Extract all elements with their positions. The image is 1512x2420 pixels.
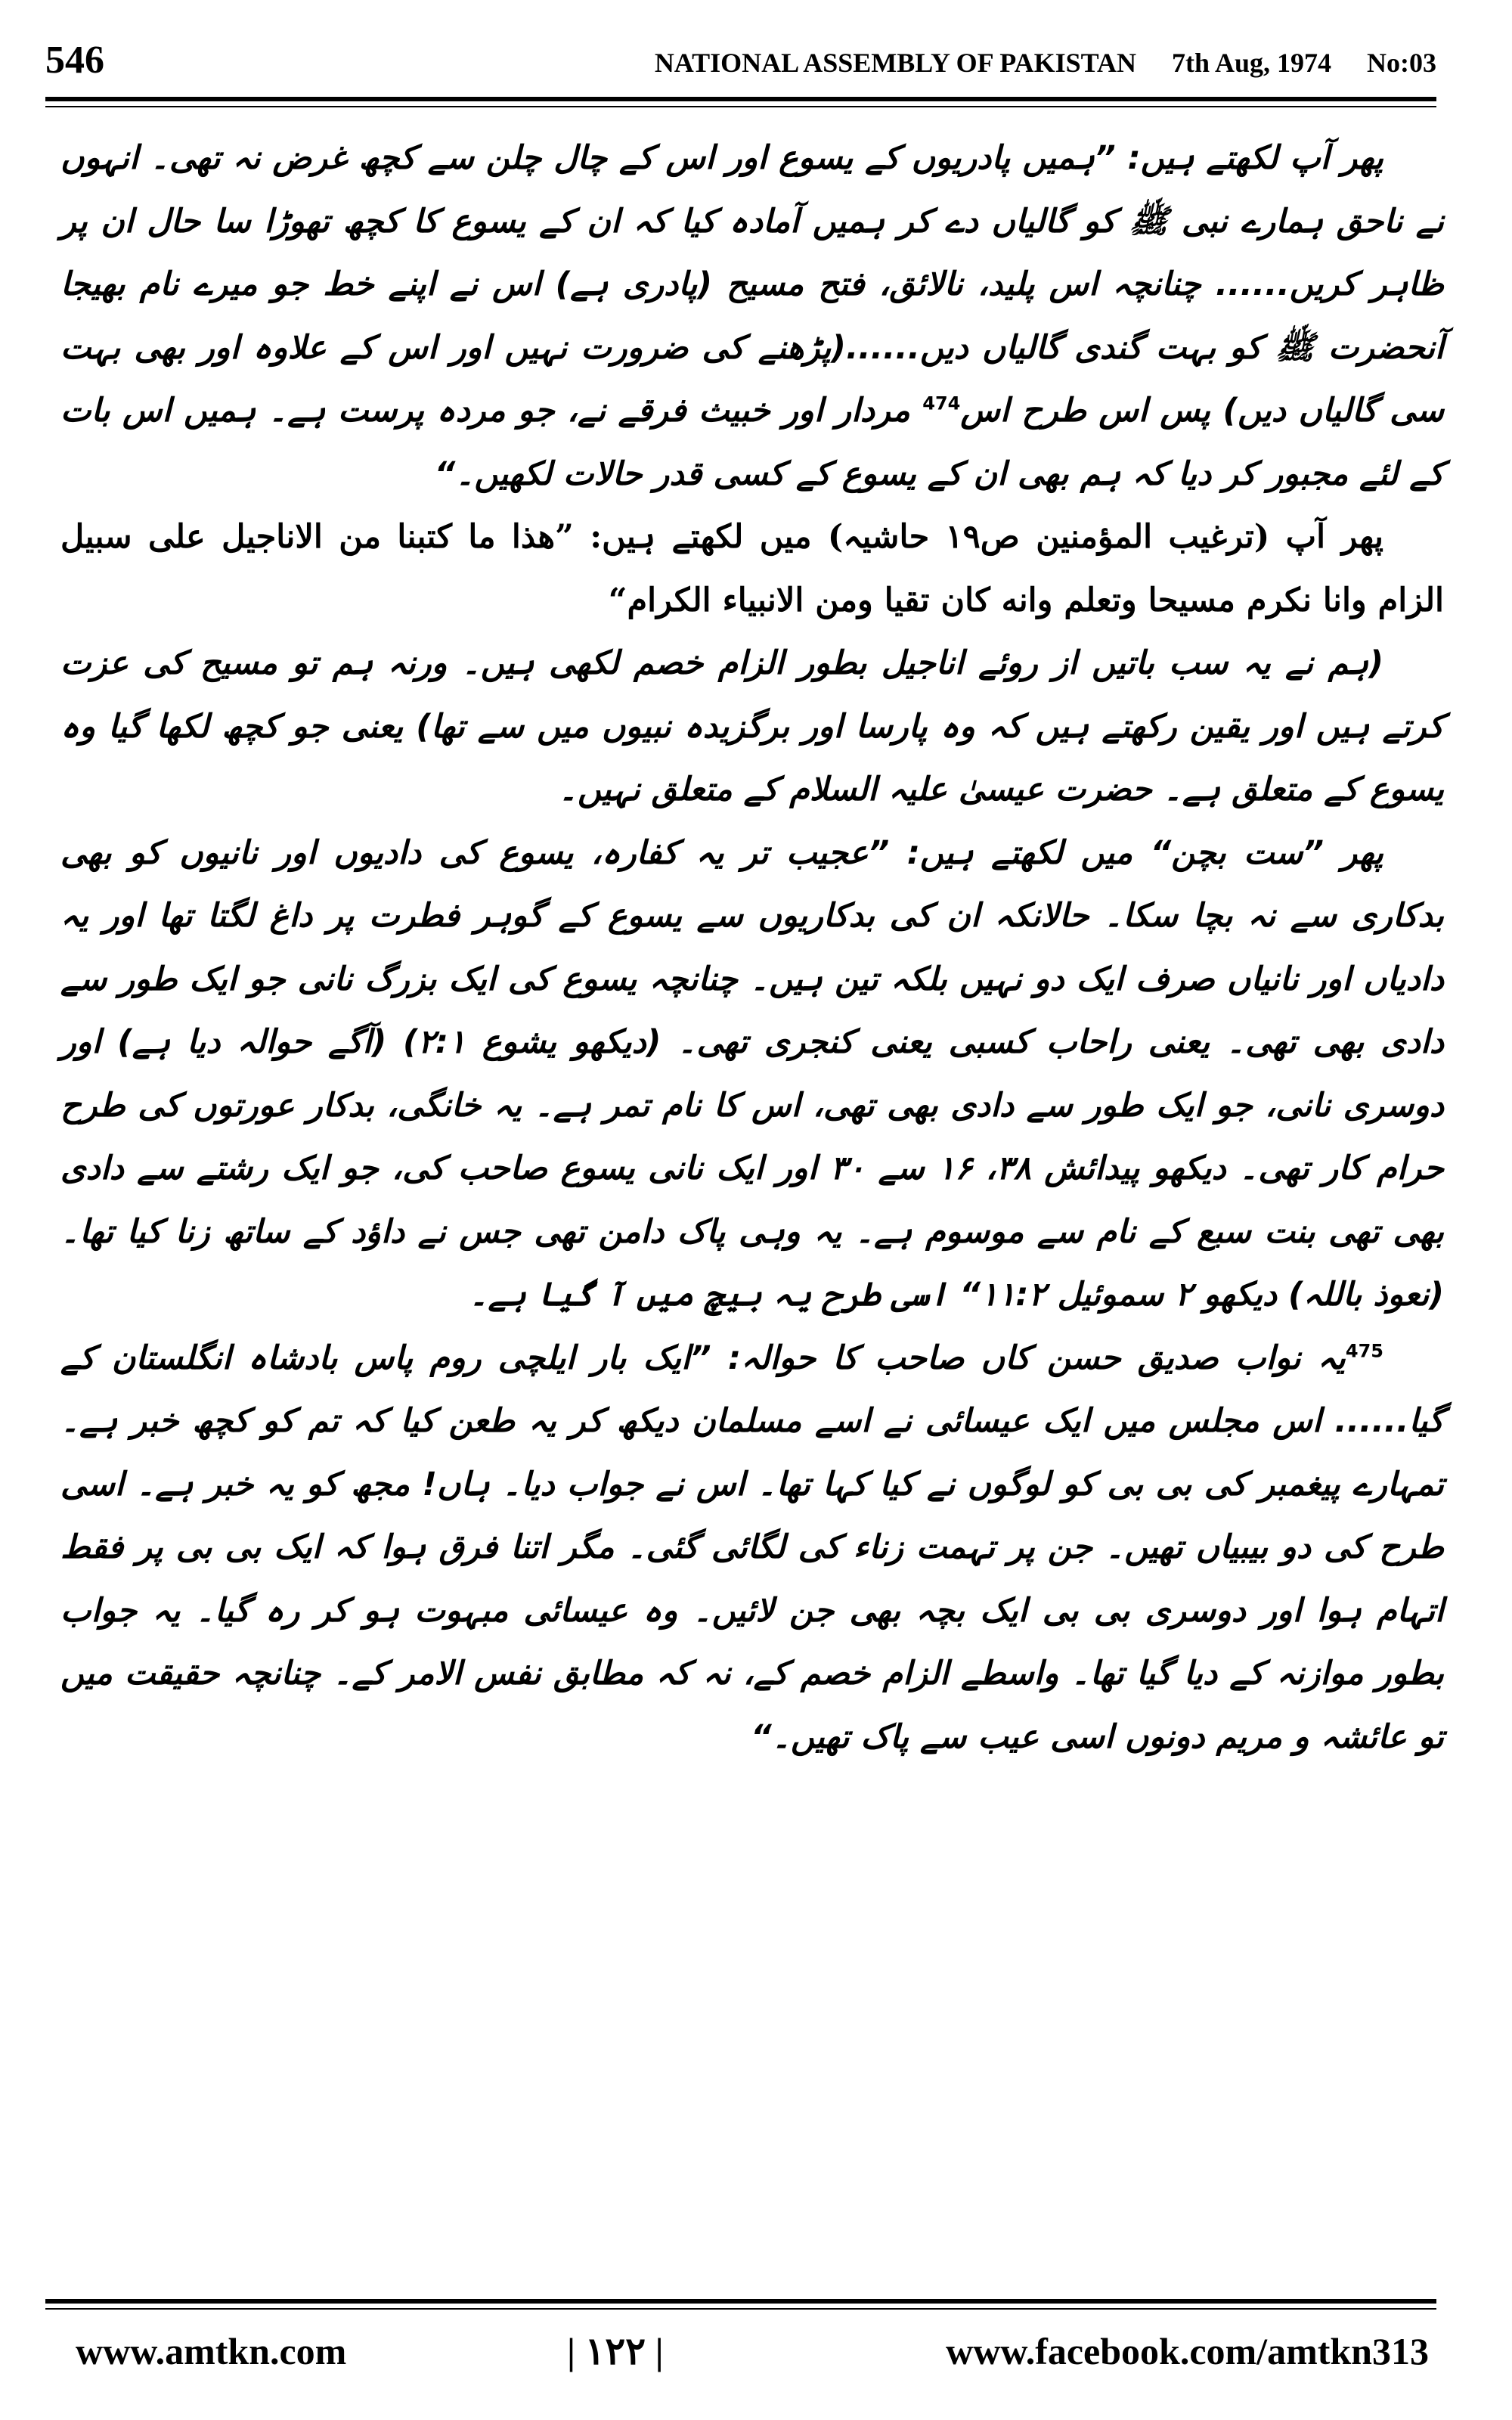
page-number: 546 xyxy=(45,39,104,82)
publication-title: NATIONAL ASSEMBLY OF PAKISTAN xyxy=(654,48,1136,78)
paragraph-2 xyxy=(60,506,1444,632)
header-info xyxy=(626,47,1436,79)
footer-page-number: | ۱۲۲ | xyxy=(567,2330,664,2372)
footnote-marker-474: 474 xyxy=(922,392,961,414)
footer-rule-thin xyxy=(45,2308,1436,2310)
paragraph-5 xyxy=(60,1327,1444,1770)
paragraph-4: پھر ”ست بچن“ میں لکھتے ہیں: ”عجیب تر یہ کفارہ، یسوع کی دادیوں اور نانیوں کو بھی بدکاری سے نہ بچا سکا۔ حالانکہ ان کی بدکاریوں سے یسوع کے گوہر فطرت پر داغ لگتا تھا اور یہ دادیاں اور نانیاں صرف ایک دو نہیں بلکہ تین ہیں۔ چنانچہ یسوع کی ایک بزرگ نانی جو ایک طور سے دادی بھی تھی۔ یعنی راحاب کسبی یعنی کنجری تھی۔ (دیکھو یشوع ۲:۱) (آگے حوالہ دیا ہے) اور دوسری نانی، جو ایک طور سے دادی بھی تھی، اس کا نام تمر ہے۔ یہ خانگی، بدکار عورتوں کی طرح حرام کار تھی۔ دیکھو پیدائش ۳۸، ۱۶ سے ۳۰ اور ایک نانی یسوع صاحب کی، جو ایک رشتے سے دادی بھی تھی بنت سبع کے نام سے موسوم ہے۔ یہ وہی پاک دامن تھی جس نے داؤد کے ساتھ زنا کیا تھا۔ (نعوذ باللہ) دیکھو ۲ سموئیل ۱۱:۲“ اسی طرح یہ بیچ میں آ گیا ہے۔ xyxy=(60,833,1444,1314)
session-date: 7th Aug, 1974 xyxy=(1171,48,1331,78)
footer-rule xyxy=(45,2299,1436,2304)
paragraph-3: (ہم نے یہ سب باتیں از روئے اناجیل بطور الزام خصم لکھی ہیں۔ ورنہ ہم تو مسیح کی عزت کرتے ہیں اور یقین رکھتے ہیں کہ وہ پارسا اور برگزیدہ نبیوں میں سے تھا) یعنی جو کچھ لکھا گیا وہ یسوع کے متعلق ہے۔ حضرت عیسیٰ علیہ السلام کے متعلق نہیں۔ xyxy=(60,644,1444,808)
paragraph-1-text: پھر آپ لکھتے ہیں: ”ہمیں پادریوں کے یسوع اور اس کے چال چلن سے کچھ غرض نہ تھی۔ انہوں نے ناحق ہمارے نبی ﷺ کو گالیاں دے کر ہمیں آمادہ کیا کہ ان کے یسوع کا کچھ تھوڑا سا حال ان پر ظاہر کریں...... چنانچہ اس پلید، نالائق، فتح مسیح (پادری ہے) اس نے اپنے خط جو میرے نام بھیجا آنحضرت ﷺ کو بہت گندی گالیاں دیں......(پڑھنے کی ضرورت نہیں اور اس کے علاوہ اور بھی بہت سی گالیاں دیں) پس اس طرح اس xyxy=(60,139,1444,430)
header-rule xyxy=(45,97,1436,101)
header-rule-thin xyxy=(45,106,1436,107)
website-link[interactable]: www.amtkn.com xyxy=(76,2330,347,2372)
page-header xyxy=(45,30,1436,91)
facebook-link[interactable]: www.facebook.com/amtkn313 xyxy=(946,2330,1429,2372)
page-footer xyxy=(45,2329,1436,2390)
paragraph-2-text: پھر آپ (ترغیب المؤمنین ص۱۹ حاشیہ) میں لکھتے ہیں: ”هذا ما كتبنا من الاناجيل على سبيل الزام وانا نكرم مسيحا وتعلم وانه كان تقيا ومن الانبياء الكرام“ xyxy=(60,518,1444,619)
issue-number: No:03 xyxy=(1367,48,1436,78)
paragraph-1 xyxy=(60,127,1444,506)
paragraph-5-text: یہ نواب صدیق حسن کاں صاحب کا حوالہ: ”ایک بار ایلچی روم پاس بادشاہ انگلستان کے گیا...... اس مجلس میں ایک عیسائی نے اسے مسلمان دیکھ کر یہ طعن کیا کہ تم کو کچھ خبر ہے۔ تمہارے پیغمبر کی بی بی کو لوگوں نے کیا کہا تھا۔ اس نے جواب دیا۔ ہاں! مجھ کو یہ خبر ہے۔ اسی طرح کی دو بیبیاں تھیں۔ جن پر تہمت زناء کی لگائی گئی۔ مگر اتنا فرق ہوا کہ ایک بی بی پر فقط اتہام ہوا اور دوسری بی بی ایک بچہ بھی جن لائیں۔ وہ عیسائی مبہوت ہو کر رہ گیا۔ یہ جواب بطور موازنہ کے دیا گیا تھا۔ واسطے الزام خصم کے، نہ کہ مطابق نفس الامر کے۔ چنانچہ حقیقت میں تو عائشہ و مریم دونوں اسی عیب سے پاک تھیں۔“ xyxy=(60,1339,1444,1756)
paragraph-1-continued: مردار اور خبیث فرقے نے، جو مردہ پرست ہے۔ ہمیں اس بات کے لئے مجبور کر دیا کہ ہم بھی ان کے یسوع کے کسی قدر حالات لکھیں۔“ xyxy=(60,392,1444,493)
page-body xyxy=(60,127,1444,2260)
footnote-marker-475: 475 xyxy=(1345,1340,1383,1362)
